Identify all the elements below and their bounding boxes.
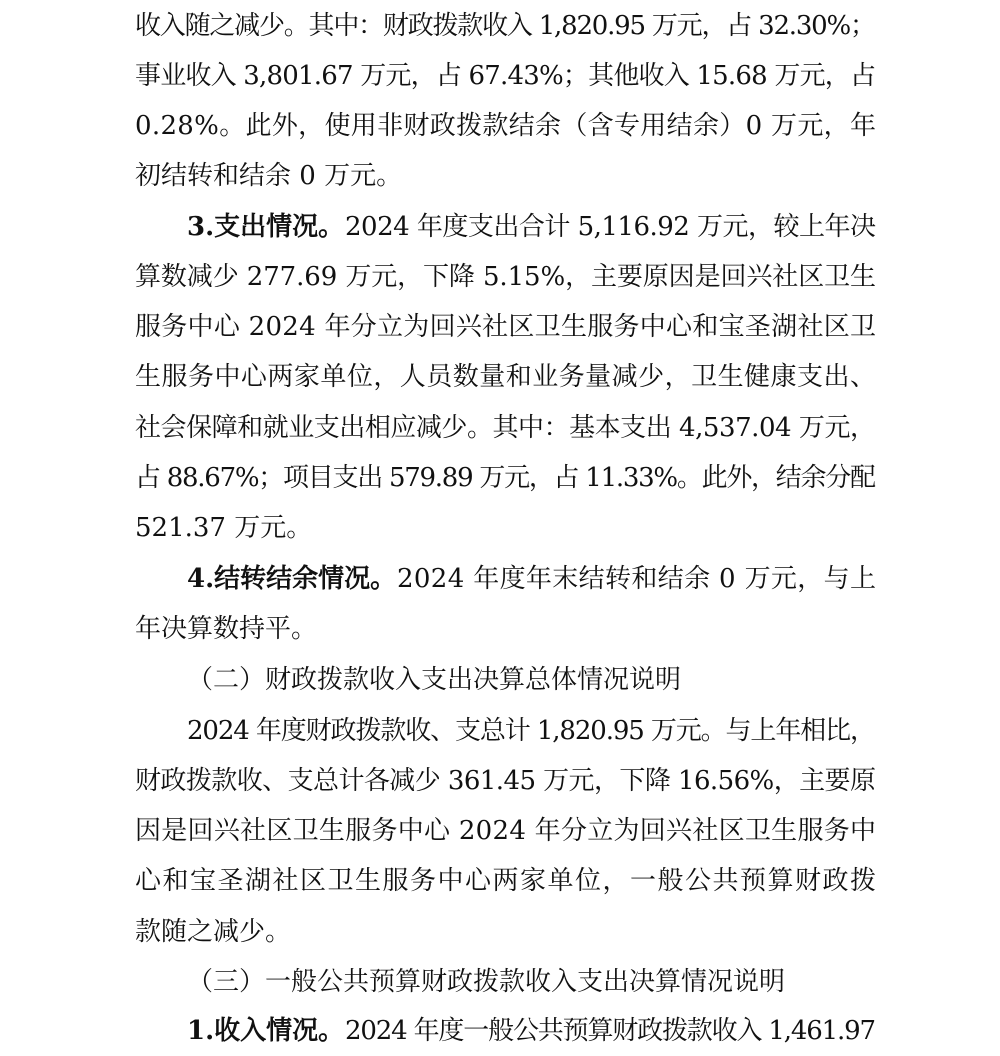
text-line bbox=[0, 151, 1000, 201]
text-line bbox=[0, 503, 1000, 553]
text-line bbox=[0, 51, 1000, 101]
line-text: 占 88.67%；项目支出 579.89 万元，占 11.33%。此外，结余分配 bbox=[135, 463, 875, 493]
text-line bbox=[0, 806, 1000, 856]
line-text: 财政拨款收、支总计各减少 361.45 万元，下降 16.56%，主要原 bbox=[135, 766, 876, 796]
line-text: 2024 年度支出合计 5,116.92 万元，较上年决 bbox=[345, 212, 876, 242]
text-line bbox=[0, 756, 1000, 806]
line-text: 年决算数持平。 bbox=[135, 614, 318, 644]
section-title-text: （三）一般公共预算财政拨款收入支出决算情况说明 bbox=[187, 967, 786, 997]
line-text: 社会保障和就业支出相应减少。其中：基本支出 4,537.04 万元， bbox=[135, 413, 876, 443]
text-line bbox=[0, 706, 1000, 756]
paragraph-heading: 1.收入情况。 bbox=[187, 1016, 345, 1046]
line-text: 2024 年度财政拨款收、支总计 1,820.95 万元。与上年相比， bbox=[187, 716, 875, 746]
line-text: 生服务中心两家单位，人员数量和业务量减少，卫生健康支出、 bbox=[135, 362, 877, 392]
text-line bbox=[0, 604, 1000, 654]
text-line bbox=[0, 1006, 1000, 1056]
line-text: 初结转和结余 0 万元。 bbox=[135, 161, 403, 191]
text-line bbox=[0, 403, 1000, 453]
line-text: 算数减少 277.69 万元，下降 5.15%，主要原因是回兴社区卫生 bbox=[135, 262, 876, 292]
section-title-text: （二）财政拨款收入支出决算总体情况说明 bbox=[187, 665, 682, 695]
line-text: 0.28%。此外，使用非财政拨款结余（含专用结余）0 万元，年 bbox=[135, 111, 877, 141]
text-line bbox=[0, 252, 1000, 302]
line-text: 2024 年度年末结转和结余 0 万元，与上 bbox=[397, 564, 877, 594]
paragraph-heading: 3.支出情况。 bbox=[187, 212, 345, 242]
text-line bbox=[0, 352, 1000, 402]
line-text: 款随之减少。 bbox=[135, 917, 292, 947]
paragraph-heading: 4.结转结余情况。 bbox=[187, 564, 397, 594]
line-text: 因是回兴社区卫生服务中心 2024 年分立为回兴社区卫生服务中 bbox=[135, 816, 877, 846]
text-line bbox=[0, 1, 1000, 51]
line-text: 2024 年度一般公共预算财政拨款收入 1,461.97 bbox=[345, 1016, 875, 1046]
text-line bbox=[0, 202, 1000, 252]
section-title bbox=[0, 655, 1000, 705]
line-text: 心和宝圣湖社区卫生服务中心两家单位，一般公共预算财政拨 bbox=[135, 866, 878, 896]
text-line bbox=[0, 554, 1000, 604]
text-line bbox=[0, 907, 1000, 957]
text-line bbox=[0, 856, 1000, 906]
text-line bbox=[0, 302, 1000, 352]
line-text: 事业收入 3,801.67 万元，占 67.43%；其他收入 15.68 万元，占 bbox=[135, 61, 876, 91]
line-text: 收入随之减少。其中：财政拨款收入 1,820.95 万元，占 32.30%； bbox=[135, 11, 875, 41]
text-line bbox=[0, 101, 1000, 151]
section-title bbox=[0, 957, 1000, 1007]
text-line bbox=[0, 453, 1000, 503]
line-text: 服务中心 2024 年分立为回兴社区卫生服务中心和宝圣湖社区卫 bbox=[135, 312, 877, 342]
line-text: 521.37 万元。 bbox=[135, 513, 313, 543]
